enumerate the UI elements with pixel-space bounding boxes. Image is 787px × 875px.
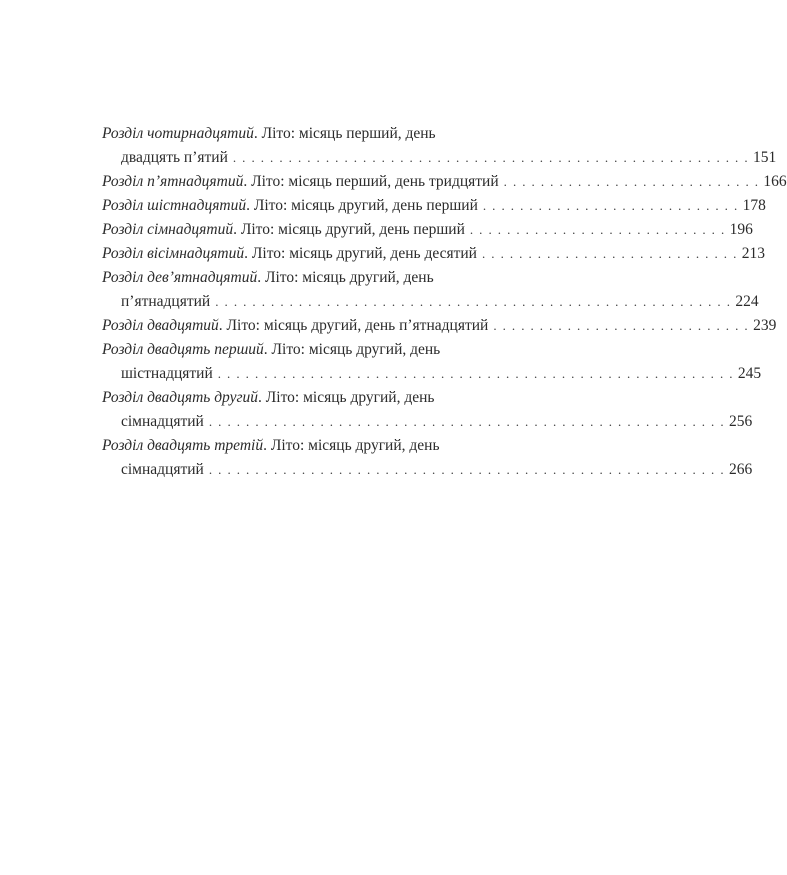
page-number: 151 xyxy=(753,149,777,166)
toc-entry-14-line-2[interactable] xyxy=(102,146,777,170)
chapter-title: Розділ дев’ятнадцятий xyxy=(102,269,258,286)
dot-leader: . . . . . . . . . . . . . . . . . . . . . . . . . . . . . . . . . . . . . . . . . . . . . . . . . . . . . . . . xyxy=(208,414,725,429)
chapter-title: Розділ вісімнадцятий xyxy=(102,245,245,262)
toc-entry-19-line-1 xyxy=(102,266,545,290)
dot-leader: . . . . . . . . . . . . . . . . . . . . . . . . . . . . . . . . . . . . . . . . . . . . . . . . . . . . . . . . xyxy=(217,366,734,381)
chapter-subtitle: . Літо: місяць другий, день п’ятнадцятий xyxy=(218,317,489,334)
toc-entry-23-line-2[interactable] xyxy=(102,458,753,482)
dot-leader: . . . . . . . . . . . . . . . . . . . . . . . . . . . . . . . . . . . . . . . . . . . . . . . . . . . . . . . . xyxy=(232,150,750,165)
chapter-subtitle-continued: двадцять п’ятий xyxy=(121,149,228,166)
page-number: 266 xyxy=(729,461,753,478)
table-of-contents xyxy=(102,122,787,482)
toc-entry-20[interactable] xyxy=(102,314,777,338)
dot-leader: . . . . . . . . . . . . . . . . . . . . . . . . . . . . xyxy=(482,198,739,213)
toc-entry-19-line-2[interactable] xyxy=(102,290,759,314)
chapter-subtitle: . Літо: місяць другий, день xyxy=(263,341,441,358)
chapter-title: Розділ п’ятнадцятий xyxy=(102,173,244,190)
toc-entry-21-line-2[interactable] xyxy=(102,362,762,386)
chapter-subtitle: . Літо: місяць другий, день перший xyxy=(233,221,465,238)
toc-entry-14-line-1 xyxy=(102,122,545,146)
chapter-subtitle-continued: сімнадцятий xyxy=(121,413,204,430)
toc-entry-16[interactable] xyxy=(102,194,766,218)
chapter-title: Розділ двадцятий xyxy=(102,317,219,334)
chapter-subtitle: . Літо: місяць другий, день xyxy=(263,437,440,454)
chapter-title: Розділ сімнадцятий xyxy=(102,221,234,238)
chapter-subtitle: . Літо: місяць другий, день xyxy=(257,269,434,286)
dot-leader: . . . . . . . . . . . . . . . . . . . . . . . . . . . . xyxy=(469,222,726,237)
chapter-title: Розділ шістнадцятий xyxy=(102,197,247,214)
toc-entry-15[interactable] xyxy=(102,170,787,194)
dot-leader: . . . . . . . . . . . . . . . . . . . . . . . . . . . . xyxy=(493,318,750,333)
chapter-subtitle: . Літо: місяць другий, день десятий xyxy=(244,245,477,262)
dot-leader: . . . . . . . . . . . . . . . . . . . . . . . . . . . . xyxy=(481,246,738,261)
toc-entry-21-line-1 xyxy=(102,338,545,362)
page-number: 213 xyxy=(741,245,765,262)
page-number: 245 xyxy=(737,365,762,382)
toc-entry-22-line-2[interactable] xyxy=(102,410,753,434)
dot-leader: . . . . . . . . . . . . . . . . . . . . . . . . . . . . xyxy=(503,174,760,189)
toc-entry-17[interactable] xyxy=(102,218,753,242)
toc-entry-22-line-1 xyxy=(102,386,545,410)
page-number: 166 xyxy=(763,173,787,190)
page-number: 256 xyxy=(729,413,753,430)
chapter-subtitle: . Літо: місяць перший, день xyxy=(253,125,436,142)
page-number: 224 xyxy=(735,293,759,310)
chapter-title: Розділ двадцять третій xyxy=(102,437,264,454)
chapter-subtitle-continued: п’ятнадцятий xyxy=(121,293,211,310)
chapter-subtitle: . Літо: місяць другий, день перший xyxy=(246,197,478,214)
chapter-subtitle-continued: шістнадцятий xyxy=(121,365,213,382)
chapter-title: Розділ двадцять перший xyxy=(102,341,264,358)
page-number: 178 xyxy=(742,197,766,214)
chapter-subtitle: . Літо: місяць другий, день xyxy=(258,389,435,406)
chapter-title: Розділ двадцять другий xyxy=(102,389,259,406)
page-number: 196 xyxy=(729,221,753,238)
dot-leader: . . . . . . . . . . . . . . . . . . . . . . . . . . . . . . . . . . . . . . . . . . . . . . . . . . . . . . . . xyxy=(208,462,725,477)
dot-leader: . . . . . . . . . . . . . . . . . . . . . . . . . . . . . . . . . . . . . . . . . . . . . . . . . . . . . . . . xyxy=(215,294,732,309)
chapter-subtitle-continued: сімнадцятий xyxy=(121,461,204,478)
chapter-subtitle: . Літо: місяць перший, день тридцятий xyxy=(243,173,499,190)
chapter-title: Розділ чотирнадцятий xyxy=(102,125,254,142)
page-number: 239 xyxy=(753,317,777,334)
toc-entry-18[interactable] xyxy=(102,242,765,266)
toc-entry-23-line-1 xyxy=(102,434,545,458)
